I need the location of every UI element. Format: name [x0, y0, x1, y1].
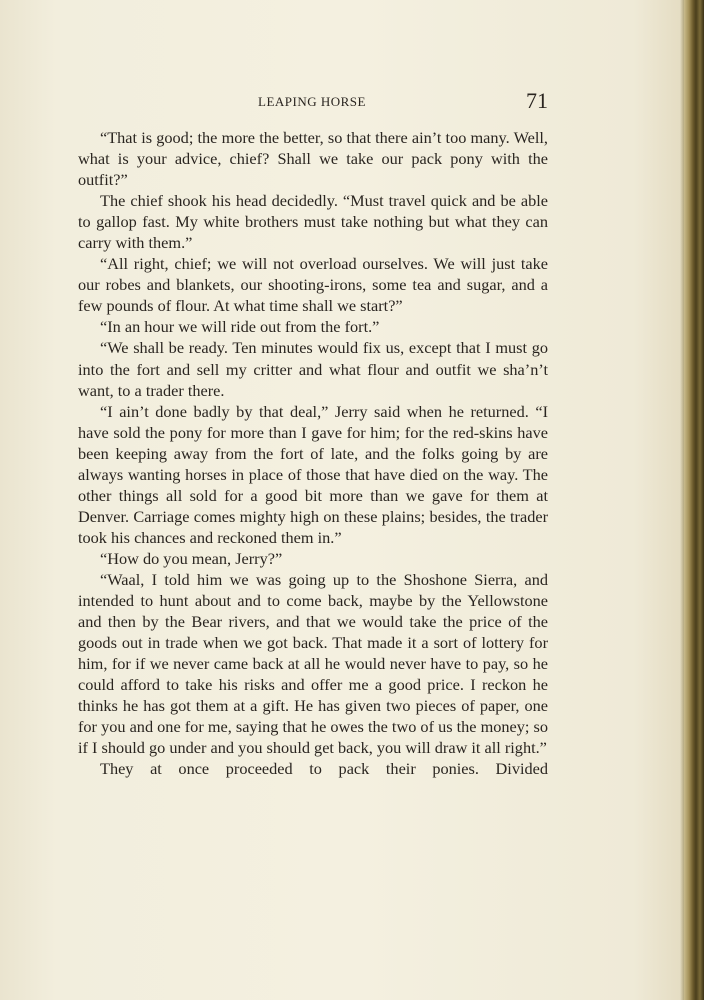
- book-spine: [684, 0, 704, 1000]
- page-header: [78, 88, 548, 116]
- paragraph: “All right, chief; we will not overload ourselves. We will just take our robes and blankets, our shooting-irons, some tea and sugar, and a few pounds of flour. At what time shall we start?”: [78, 254, 548, 316]
- paragraph: “I ain’t done badly by that deal,” Jerry said when he returned. “I have sold the pony for more than I gave for him; for the red-skins have been keeping away from the fort of late, and the folks going by are always wanting horses in place of those that have died on the way. The other things all sold for a good bit more than we gave for them at Denver. Carriage comes mighty high on these plains; besides, the trader took his chances and reckoned them in.”: [78, 401, 548, 547]
- paragraph: “How do you mean, Jerry?”: [100, 548, 283, 568]
- running-head: LEAPING HORSE: [258, 94, 366, 109]
- page-number: 71: [526, 88, 548, 113]
- paragraph: “We shall be ready. Ten minutes would fix us, except that I must go into the fort and sell my critter and what flour and outfit we sha’n’t want, to a trader there.: [78, 338, 548, 400]
- paragraph: “Waal, I told him we was going up to the Shoshone Sierra, and intended to hunt about and to come back, maybe by the Yellowstone and then by the Bear rivers, and that we would take the price of the goods out in trade when we got back. That made it a sort of lottery for him, for if we never came back at all he would never have to pay, so he could afford to take his risks and offer me a good price. I reckon he thinks he has got them at a gift. He has given two pieces of paper, one for you and one for me, saying that he owes the two of us the money; so if I should go under and you should get back, you will draw it all right.”: [78, 569, 548, 758]
- paragraph: They at once proceeded to pack their ponies. Divided: [100, 759, 548, 779]
- paragraph: “That is good; the more the better, so that there ain’t too many. Well, what is your advice, chief? Shall we take our pack pony with the outfit?”: [78, 128, 548, 190]
- paragraph: The chief shook his head decidedly. “Must travel quick and be able to gallop fast. My white brothers must take nothing but what they can carry with them.”: [78, 191, 548, 253]
- paragraph: “In an hour we will ride out from the fort.”: [100, 317, 380, 337]
- body-text: [78, 127, 548, 779]
